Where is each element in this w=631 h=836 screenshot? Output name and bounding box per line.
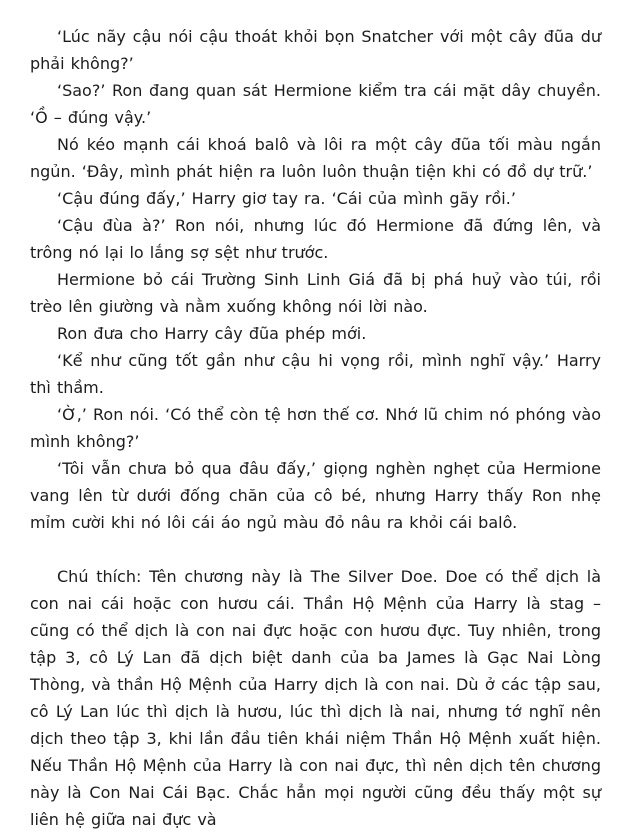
paragraph-dialogue: ‘Ờ,’ Ron nói. ‘Có thể còn tệ hơn thế cơ. Nhớ lũ chim nó phóng vào mình không?’ [30, 405, 601, 451]
paragraph-dialogue: ‘Kể như cũng tốt gần như cậu hi vọng rồi, mình nghĩ vậy.’ Harry thì thầm. [30, 351, 601, 397]
translator-note-paragraph: Chú thích: Tên chương này là The Silver Doe. Doe có thể dịch là con nai cái hoặc con hươu cái. Thần Hộ Mệnh của Harry là stag – cũng có thể dịch là con nai đực hoặc con hươu đực. Tuy nhiên, trong tập 3, cô Lý Lan đã dịch biệt danh của ba James là Gạc Nai Lòng Thòng, và thần Hộ Mệnh của Harry dịch là con nai. Dù ở các tập sau, cô Lý Lan lúc thì dịch là hươu, lúc thì dịch là nai, nhưng tớ nghĩ nên dịch theo tập 3, khi lần đầu tiên khái niệm Thần Hộ Mệnh xuất hiện. Nếu Thần Hộ Mệnh của Harry là con nai đực, thì nên dịch tên chương này là Con Nai Cái Bạc. Chắc hẳn mọi người cũng đều thấy một sự liên hệ giữa nai đực và [30, 567, 601, 829]
paragraph-dialogue: ‘Tôi vẫn chưa bỏ qua đâu đấy,’ giọng nghèn nghẹt của Hermione vang lên từ dưới đống chăn của cô bé, nhưng Harry thấy Ron nhẹ mỉm cười khi nó lôi cái áo ngủ màu đỏ nâu ra khỏi cái balô. [30, 459, 601, 532]
paragraph-narration: Hermione bỏ cái Trường Sinh Linh Giá đã bị phá huỷ vào túi, rồi trèo lên giường và nằm xuống không nói lời nào. [30, 270, 601, 316]
paragraph-dialogue: ‘Lúc nãy cậu nói cậu thoát khỏi bọn Snatcher với một cây đũa dư phải không?’ [30, 27, 601, 73]
paragraph-dialogue: ‘Cậu đùa à?’ Ron nói, nhưng lúc đó Hermione đã đứng lên, và trông nó lại lo lắng sợ sệt như trước. [30, 216, 601, 262]
paragraph-narration: Ron đưa cho Harry cây đũa phép mới. [57, 324, 367, 343]
paragraph-dialogue: ‘Sao?’ Ron đang quan sát Hermione kiểm tra cái mặt dây chuyền. ‘Ồ – đúng vậy.’ [30, 81, 601, 127]
paragraph-dialogue: ‘Cậu đúng đấy,’ Harry giơ tay ra. ‘Cái của mình gãy rồi.’ [57, 189, 516, 208]
paragraph-narration: Nó kéo mạnh cái khoá balô và lôi ra một cây đũa tối màu ngắn ngủn. ‘Đây, mình phát hiện ra luôn luôn thuận tiện khi có đồ dự trữ.’ [30, 135, 601, 181]
